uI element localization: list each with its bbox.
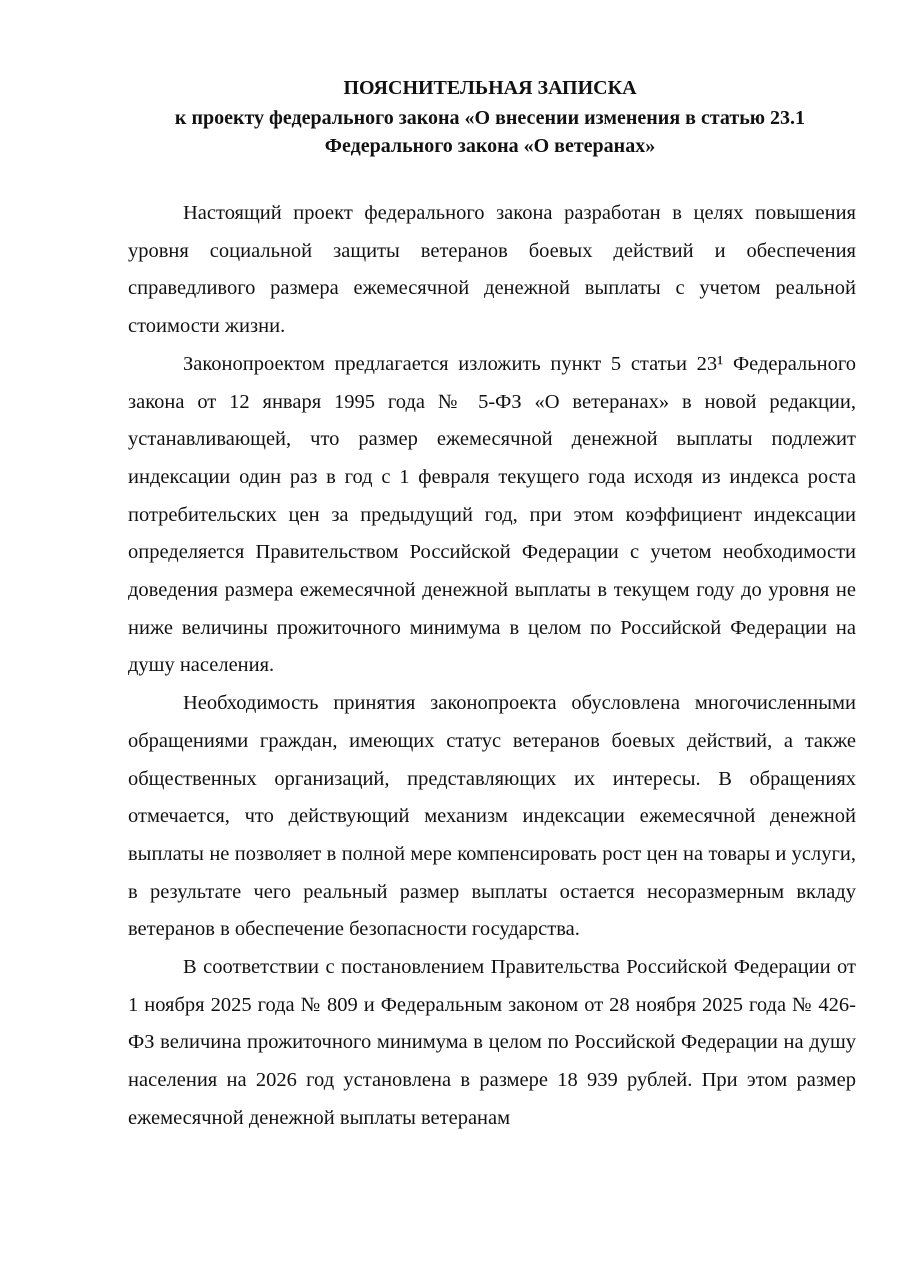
document-title: ПОЯСНИТЕЛЬНАЯ ЗАПИСКА bbox=[343, 77, 637, 99]
document-subtitle-line-1: к проекту федерального закона «О внесении изменения в статью 23.1 bbox=[174, 107, 806, 129]
paragraph-necessity: Необходимость принятия законопроекта обусловлена многочисленными обращениями граждан, имеющих статус ветеранов боевых действий, а также общественных организаций, представляющих их интересы. В обращениях отмечается, что действующий механизм индексации ежемесячной денежной выплаты не позволяет в полной мере компенсировать рост цен на товары и услуги, в результате чего реальный размер выплаты остается несоразмерным вкладу ветеранов в обеспечение безопасности государства. bbox=[128, 692, 856, 941]
document-subtitle-line-2: Федерального закона «О ветеранах» bbox=[324, 135, 656, 157]
paragraph-subsistence-minimum: В соответствии с постановлением Правительства Российской Федерации от 1 ноября 2025 года № 809 и Федеральным законом от 28 ноября 2025 года № 426-ФЗ величина прожиточного минимума в целом по Российской Федерации на душу населения на 2026 год установлена в размере 18 939 рублей. При этом размер ежемесячной денежной выплаты ветеранам bbox=[128, 956, 856, 1129]
document-body bbox=[128, 195, 856, 1138]
paragraph-purpose: Настоящий проект федерального закона разработан в целях повышения уровня социальной защиты ветеранов боевых действий и обеспечения справедливого размера ежемесячной денежной выплаты с учетом реальной стоимости жизни. bbox=[128, 202, 856, 338]
paragraph-proposal: Законопроектом предлагается изложить пункт 5 статьи 23¹ Федерального закона от 12 января 1995 года № 5-ФЗ «О ветеранах» в новой редакции, устанавливающей, что размер ежемесячной денежной выплаты подлежит индексации один раз в год с 1 февраля текущего года исходя из индекса роста потребительских цен за предыдущий год, при этом коэффициент индексации определяется Правительством Российской Федерации с учетом необходимости доведения размера ежемесячной денежной выплаты в текущем году до уровня не ниже величины прожиточного минимума в целом по Российской Федерации на душу населения. bbox=[128, 352, 856, 677]
